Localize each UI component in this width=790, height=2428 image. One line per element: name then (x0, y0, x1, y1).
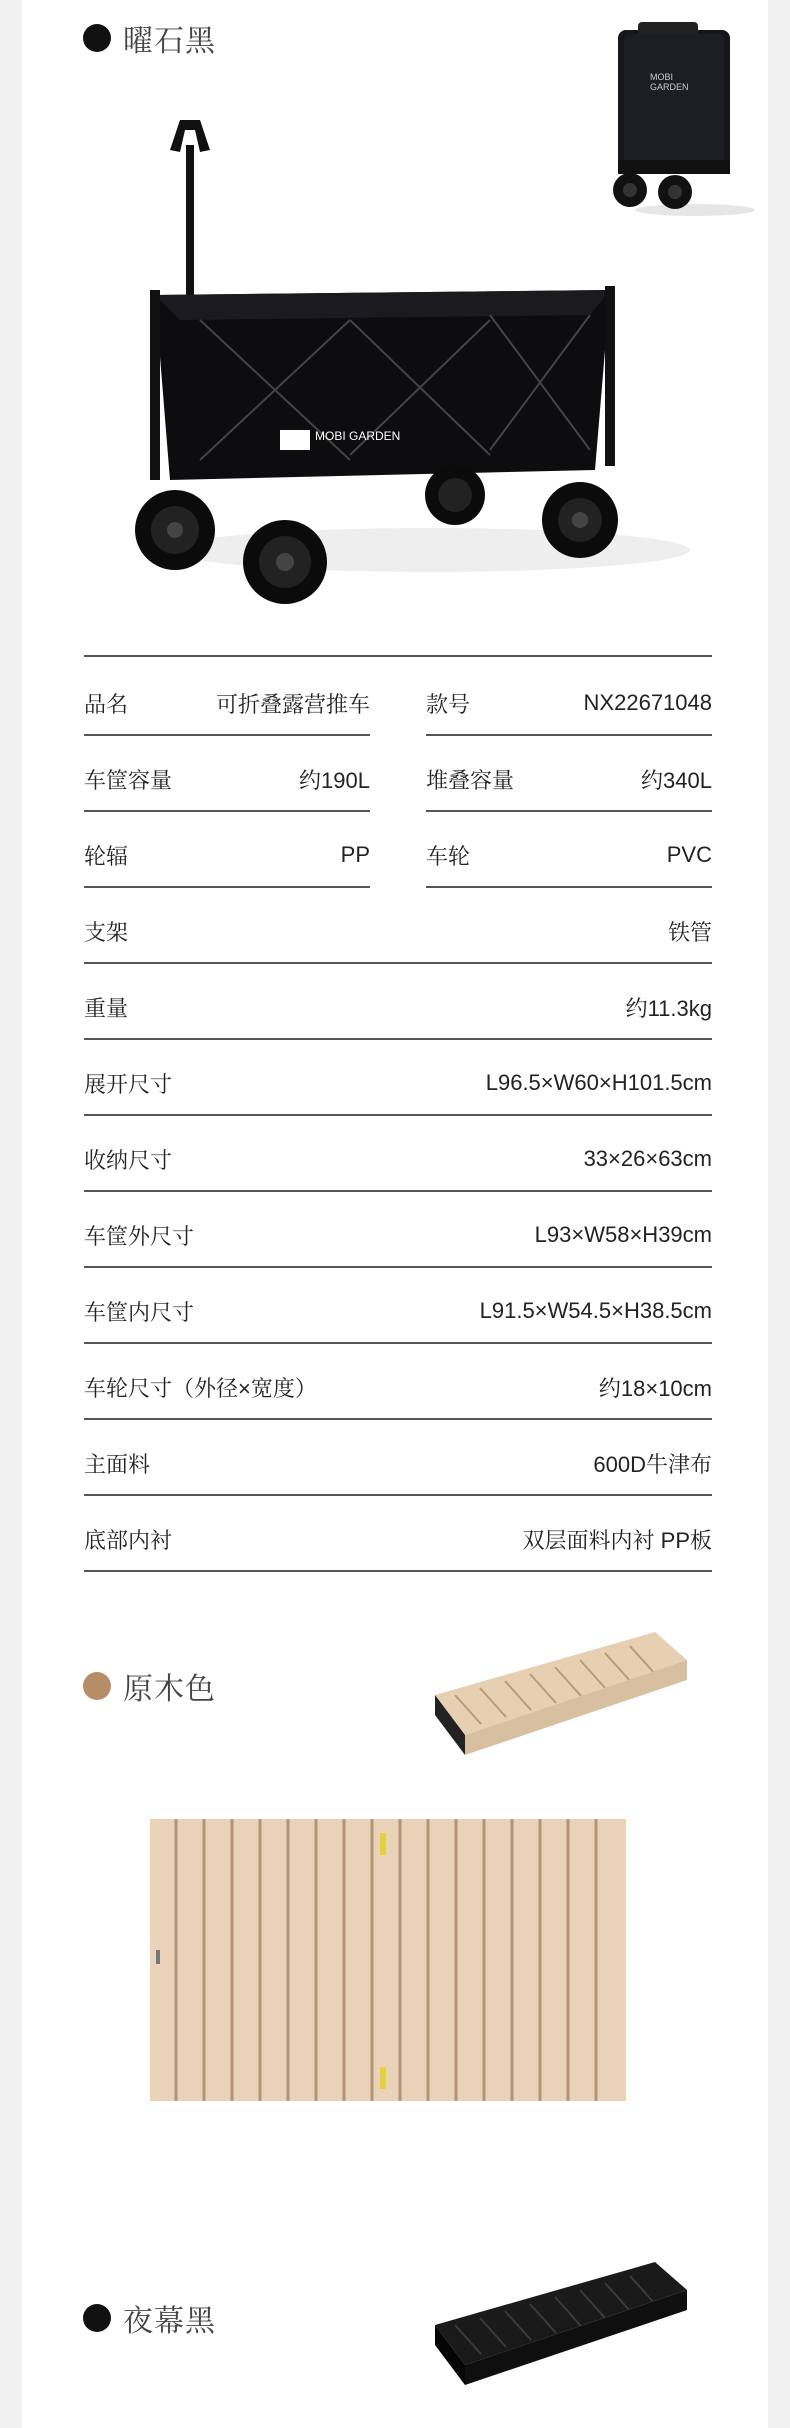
spec-row-frame (84, 894, 712, 964)
variant-label: 夜幕黑 (123, 2305, 216, 2338)
color-dot-icon (83, 24, 111, 52)
variant-title-wood (83, 1664, 216, 1708)
svg-text:MOBI: MOBI (650, 72, 674, 82)
spec-key: 车筐容量 (84, 767, 173, 793)
spec-key: 车轮 (426, 843, 471, 869)
spec-table-top-rule (84, 655, 712, 657)
spec-row-basket-inner (84, 1274, 712, 1344)
spec-key: 堆叠容量 (426, 767, 515, 793)
variant-title-night (83, 2296, 216, 2340)
variant-label: 原木色 (123, 1673, 216, 1706)
spec-value: 约340L (641, 767, 712, 793)
spec-row-basket-capacity (84, 742, 370, 812)
spec-row-bottom-lining (84, 1502, 712, 1572)
wood-table-top-image (146, 1815, 630, 2115)
spec-key: 底部内衬 (84, 1527, 173, 1553)
svg-text:GARDEN: GARDEN (650, 82, 689, 92)
spec-key: 车筐内尺寸 (84, 1299, 195, 1325)
spec-value: 约190L (299, 767, 370, 793)
variant-label: 曜石黑 (123, 25, 216, 58)
spec-value: 约18×10cm (598, 1375, 712, 1401)
spec-row-wheel-size (84, 1350, 712, 1420)
variant-title-obsidian (83, 16, 216, 60)
spec-row-fabric (84, 1426, 712, 1496)
color-dot-icon (83, 1672, 111, 1700)
spec-row-name (84, 666, 370, 736)
spec-key: 款号 (426, 691, 471, 717)
spec-row-basket-outer (84, 1198, 712, 1268)
spec-value: 600D牛津布 (593, 1451, 712, 1477)
spec-row-weight (84, 970, 712, 1040)
spec-key: 车轮尺寸（外径×宽度） (84, 1375, 317, 1401)
spec-value: 33×26×63cm (583, 1146, 712, 1171)
spec-value: L91.5×W54.5×H38.5cm (479, 1298, 712, 1323)
spec-row-wheel (426, 818, 712, 888)
spec-row-storage-size (84, 1122, 712, 1192)
left-margin (0, 0, 22, 2428)
spec-value: PVC (666, 842, 712, 867)
spec-value: 铁管 (667, 919, 712, 945)
spec-key: 轮辐 (84, 843, 129, 869)
cart-main-image (110, 110, 690, 610)
spec-value: NX22671048 (583, 690, 712, 715)
spec-value: 可折叠露营推车 (215, 691, 370, 717)
spec-row-unfolded-size (84, 1046, 712, 1116)
wheel-front-left (135, 490, 215, 570)
spec-key: 支架 (84, 919, 129, 945)
folded-wood-table-image (425, 1620, 695, 1770)
spec-key: 展开尺寸 (84, 1071, 173, 1097)
spec-value: 约11.3kg (625, 995, 712, 1021)
spec-key: 车筐外尺寸 (84, 1223, 195, 1249)
spec-key: 品名 (84, 691, 129, 717)
spec-row-model (426, 666, 712, 736)
spec-row-stack-capacity (426, 742, 712, 812)
color-dot-icon (83, 2304, 111, 2332)
spec-key: 收纳尺寸 (84, 1147, 173, 1173)
spec-value: 双层面料内衬 PP板 (522, 1527, 712, 1553)
right-margin (768, 0, 790, 2428)
spec-row-spoke (84, 818, 370, 888)
spec-value: PP (340, 842, 370, 867)
spec-key: 重量 (84, 995, 129, 1021)
brand-logo-text: MOBI GARDEN (315, 429, 401, 443)
spec-key: 主面料 (84, 1451, 151, 1477)
spec-value: L96.5×W60×H101.5cm (485, 1070, 712, 1095)
folded-black-table-image (425, 2240, 695, 2390)
spec-value: L93×W58×H39cm (534, 1222, 712, 1247)
